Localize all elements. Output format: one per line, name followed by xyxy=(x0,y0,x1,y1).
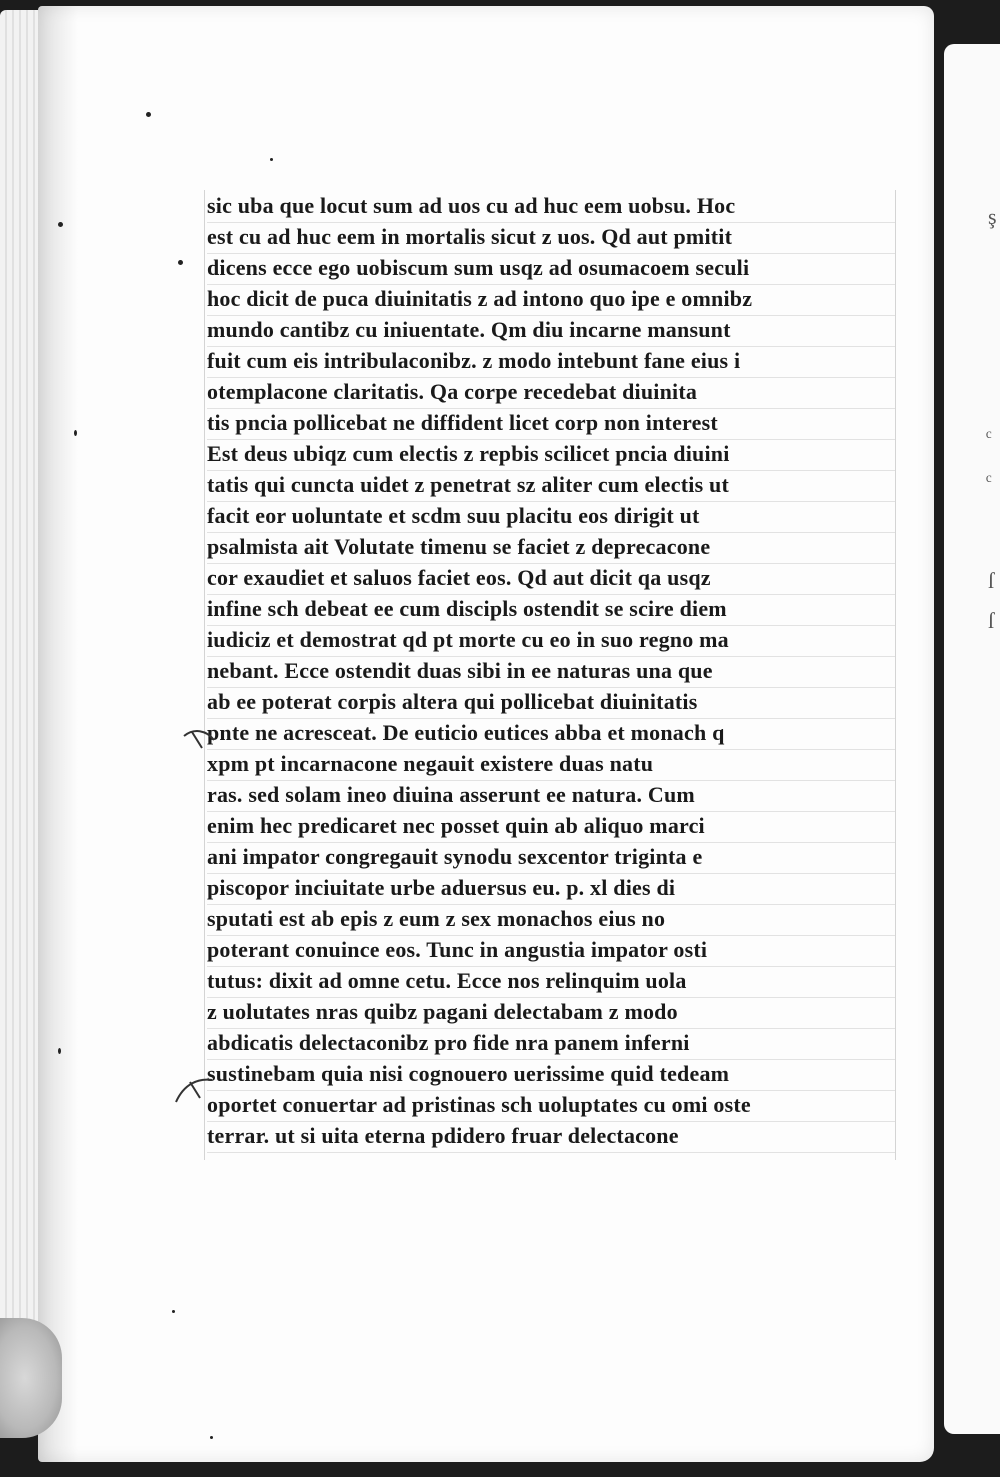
manuscript-line: hoc dicit de puca diuinitatis z ad intono quo ipe e omnibz xyxy=(207,283,895,316)
manuscript-line: oportet conuertar ad pristinas sch uoluptates cu omi oste xyxy=(207,1089,895,1122)
manuscript-line: xpm pt incarnacone negauit existere duas natu xyxy=(207,748,895,781)
manuscript-line: enim hec predicaret nec posset quin ab aliquo marci xyxy=(207,810,895,843)
manuscript-line: est cu ad huc eem in mortalis sicut z uos. Qd aut pmitit xyxy=(207,221,895,254)
paraph-flourish-icon xyxy=(180,726,220,756)
manuscript-line: piscopor inciuitate urbe aduersus eu. p. xl dies di xyxy=(207,872,895,905)
manuscript-line: terrar. ut si uita eterna pdidero fruar delectacone xyxy=(207,1120,895,1153)
manuscript-line: psalmista ait Volutate timenu se faciet z deprecacone xyxy=(207,531,895,564)
margin-speck xyxy=(58,1048,61,1054)
facing-page-mark: ᶜ xyxy=(986,468,992,493)
facing-page-mark: ſ xyxy=(988,568,995,593)
margin-speck xyxy=(270,158,273,161)
margin-speck xyxy=(58,222,63,227)
manuscript-line: facit eor uoluntate et scdm suu placitu eos dirigit ut xyxy=(207,500,895,533)
manuscript-line: z uolutates nras quibz pagani delectabam z modo xyxy=(207,996,895,1029)
facing-page-mark: ş xyxy=(988,204,997,229)
manuscript-line: tutus: dixit ad omne cetu. Ecce nos relinquim uola xyxy=(207,965,895,998)
margin-speck xyxy=(178,260,183,265)
manuscript-line: pnte ne acresceat. De euticio eutices abba et monach q xyxy=(207,717,895,750)
manuscript-line: infine sch debeat ee cum discipls ostendit se scire diem xyxy=(207,593,895,626)
manuscript-line: abdicatis delectaconibz pro fide nra panem inferni xyxy=(207,1027,895,1060)
margin-speck xyxy=(172,1310,175,1313)
margin-speck xyxy=(210,1436,213,1439)
margin-speck xyxy=(146,112,151,117)
manuscript-line: nebant. Ecce ostendit duas sibi in ee naturas una que xyxy=(207,655,895,688)
facing-page-mark: ᶜ xyxy=(986,424,992,449)
manuscript-line: sustinebam quia nisi cognouero uerissime quid tedeam xyxy=(207,1058,895,1091)
manuscript-line: fuit cum eis intribulaconibz. z modo intebunt fane eius i xyxy=(207,345,895,378)
manuscript-line: dicens ecce ego uobiscum sum usqz ad osumacoem seculi xyxy=(207,252,895,285)
facing-page-mark: ſ xyxy=(988,608,995,633)
paraph-flourish-icon xyxy=(172,1074,216,1108)
manuscript-line: cor exaudiet et saluos faciet eos. Qd aut dicit qa usqz xyxy=(207,562,895,595)
margin-speck xyxy=(74,430,77,436)
manuscript-line: mundo cantibz cu iniuentate. Qm diu incarne mansunt xyxy=(207,314,895,347)
manuscript-line: sic uba que locut sum ad uos cu ad huc eem uobsu. Hoc xyxy=(207,190,895,223)
manuscript-line: ras. sed solam ineo diuina asserunt ee natura. Cum xyxy=(207,779,895,812)
manuscript-line: tatis qui cuncta uidet z penetrat sz aliter cum electis ut xyxy=(207,469,895,502)
manuscript-line: ab ee poterat corpis altera qui pollicebat diuinitatis xyxy=(207,686,895,719)
manuscript-line: tis pncia pollicebat ne diffident licet corp non interest xyxy=(207,407,895,440)
manuscript-line: otemplacone claritatis. Qa corpe recedebat diuinita xyxy=(207,376,895,409)
manuscript-line: Est deus ubiqz cum electis z repbis scilicet pncia diuini xyxy=(207,438,895,471)
manuscript-line: poterant conuince eos. Tunc in angustia impator osti xyxy=(207,934,895,967)
manuscript-line: ani impator congregauit synodu sexcentor triginta e xyxy=(207,841,895,874)
manuscript-line: sputati est ab epis z eum z sex monachos eius no xyxy=(207,903,895,936)
scanner-thumb xyxy=(0,1318,62,1438)
facing-page-edge xyxy=(944,44,1000,1434)
manuscript-line: iudiciz et demostrat qd pt morte cu eo in suo regno ma xyxy=(207,624,895,657)
text-block xyxy=(204,190,896,1160)
